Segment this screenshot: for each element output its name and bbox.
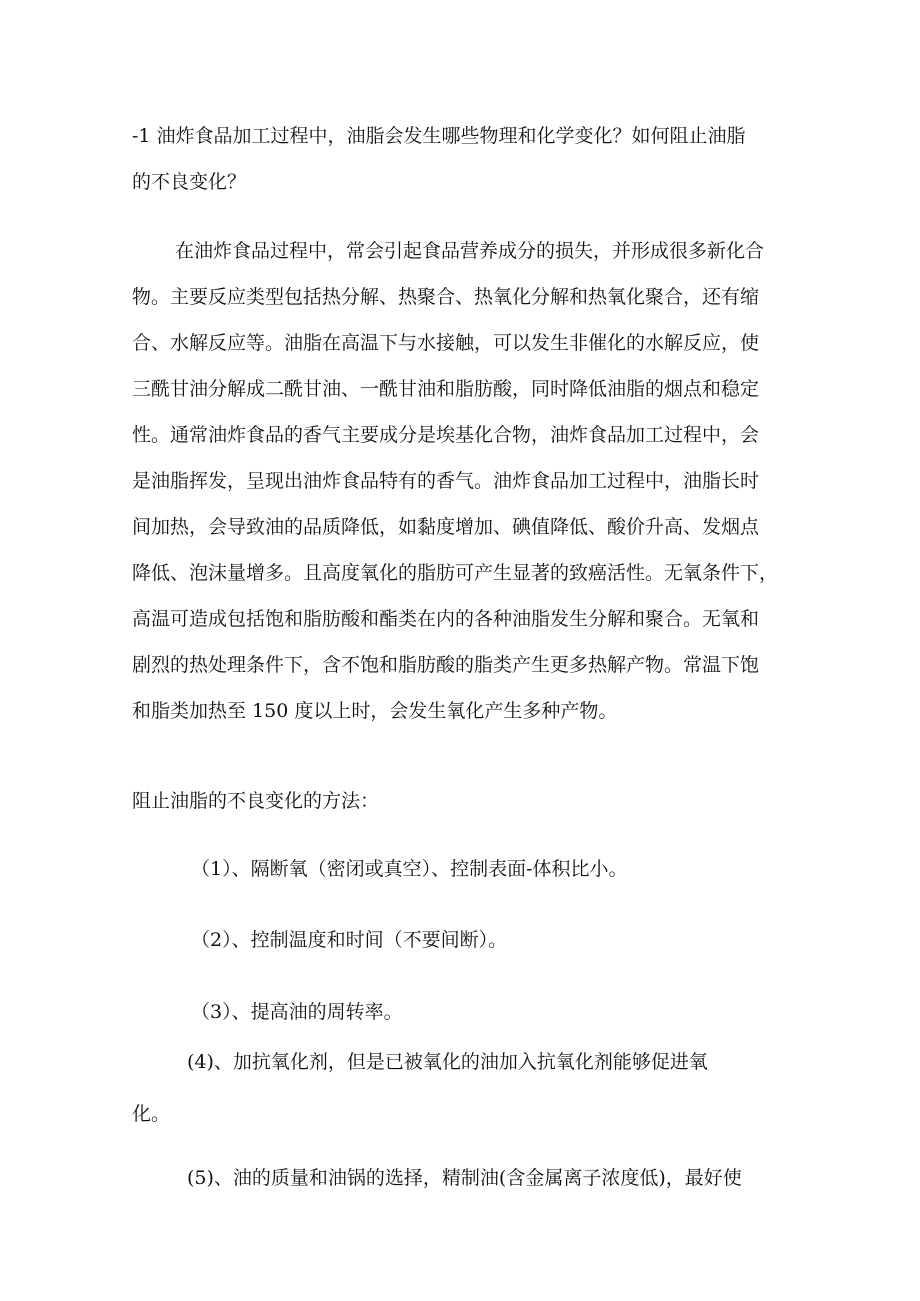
answer-line: 三酰甘油分解成二酰甘油、一酰甘油和脂肪酸，同时降低油脂的烟点和稳定 xyxy=(132,378,760,400)
question-line: 的不良变化？ xyxy=(132,171,247,193)
answer-line: 剧烈的热处理条件下，含不饱和脂肪酸的脂类产生更多热解产物。常温下饱 xyxy=(132,654,760,676)
method-item-4-continuation: 化。 xyxy=(132,1103,171,1125)
answer-line: 是油脂挥发，呈现出油炸食品特有的香气。油炸食品加工过程中，油脂长时 xyxy=(132,470,760,492)
answer-line: 物。主要反应类型包括热分解、热聚合、热氧化分解和热氧化聚合，还有缩 xyxy=(132,286,760,308)
answer-line: 降低、泡沫量增多。且高度氧化的脂肪可产生显著的致癌活性。无氧条件下， xyxy=(132,562,779,584)
answer-line: 合、水解反应等。油脂在高温下与水接触，可以发生非催化的水解反应，使 xyxy=(132,332,760,354)
method-item-5: (5)、油的质量和油锅的选择，精制油(含金属离子浓度低)，最好使 xyxy=(187,1167,742,1189)
methods-title: 阻止油脂的不良变化的方法： xyxy=(132,790,380,812)
answer-line: 高温可造成包括饱和脂肪酸和酯类在内的各种油脂发生分解和聚合。无氧和 xyxy=(132,608,760,630)
answer-paragraph xyxy=(132,228,778,734)
answer-line: 间加热，会导致油的品质降低，如黏度增加、碘值降低、酸价升高、发烟点 xyxy=(132,516,760,538)
question-line: -1 油炸食品加工过程中，油脂会发生哪些物理和化学变化？如何阻止油脂 xyxy=(132,125,746,147)
answer-line: 在油炸食品过程中，常会引起食品营养成分的损失，并形成很多新化合 xyxy=(175,240,765,262)
answer-line: 和脂类加热至 150 度以上时，会发生氧化产生多种产物。 xyxy=(132,700,618,722)
method-item-3: （3）、提高油的周转率。 xyxy=(191,1001,403,1023)
method-item-2: （2）、控制温度和时间（不要间断）。 xyxy=(191,929,508,951)
method-item-4: (4)、加抗氧化剂，但是已被氧化的油加入抗氧化剂能够促进氧 xyxy=(187,1051,708,1073)
method-item-1: （1）、隔断氧（密闭或真空）、控制表面-体积比小。 xyxy=(191,858,628,880)
question-paragraph xyxy=(132,113,746,205)
answer-line: 性。通常油炸食品的香气主要成分是埃基化合物，油炸食品加工过程中，会 xyxy=(132,424,760,446)
